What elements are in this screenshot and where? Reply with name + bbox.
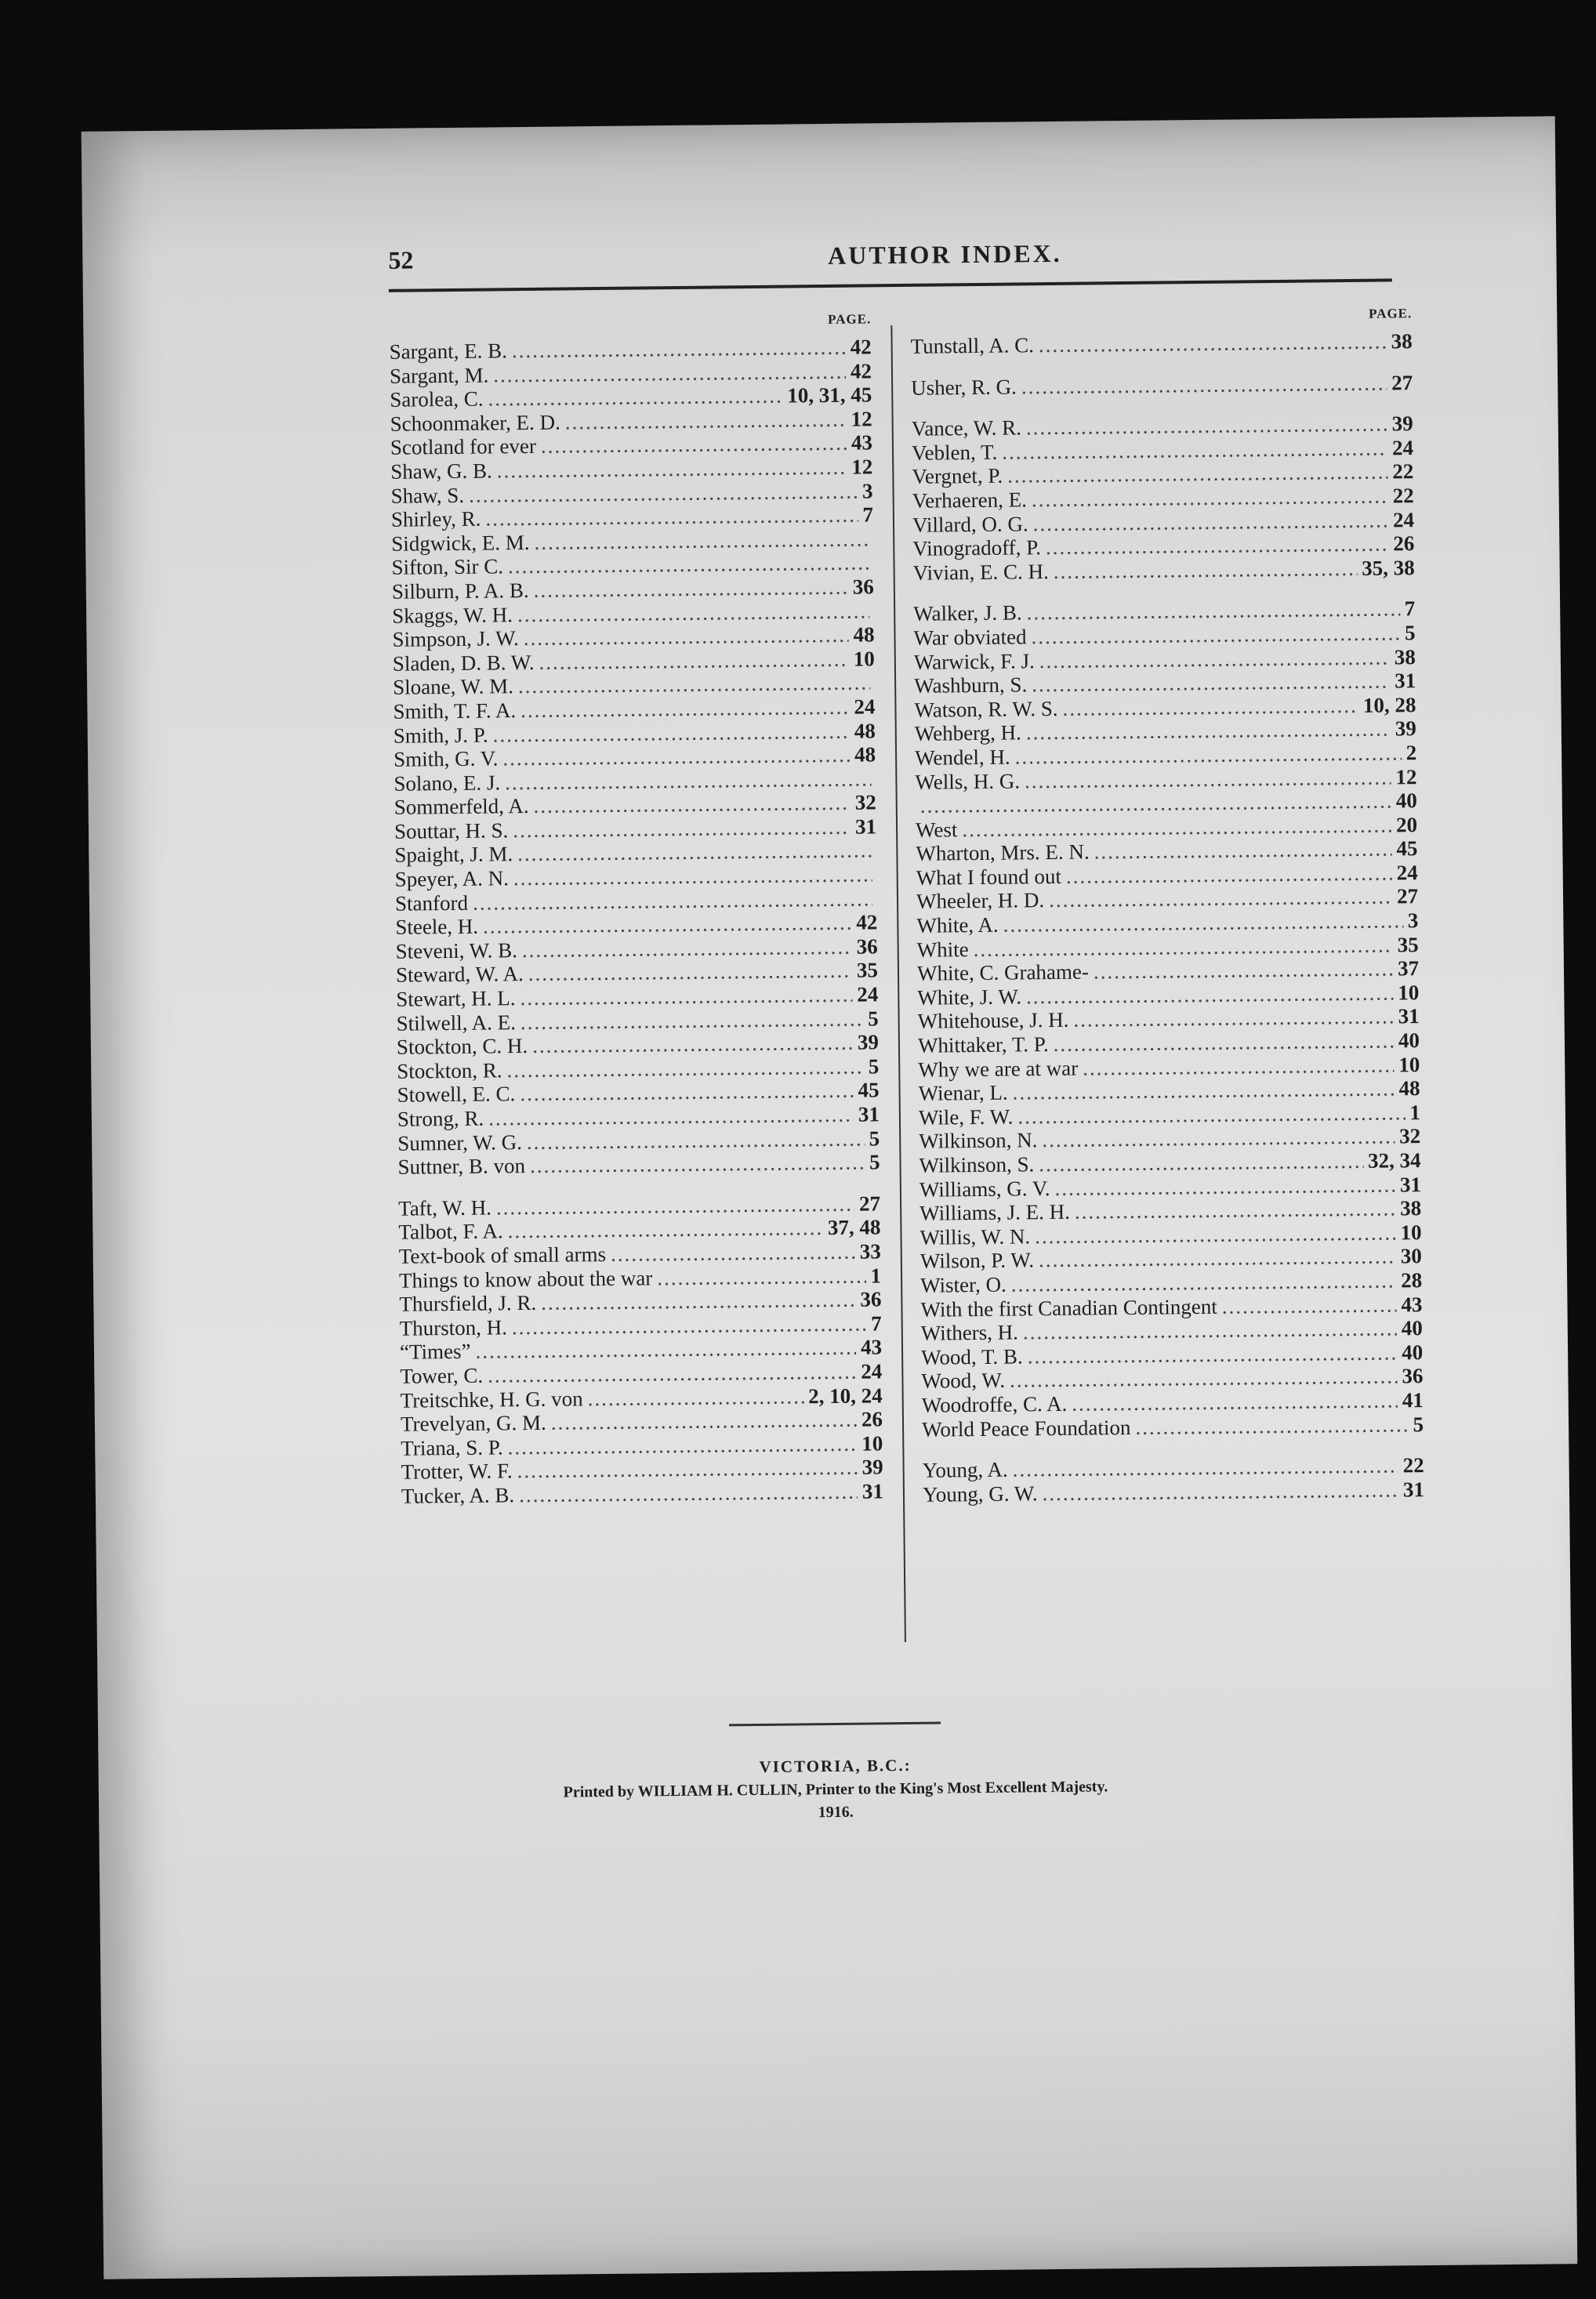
leader-dots	[1031, 621, 1400, 649]
leader-dots	[528, 959, 853, 986]
leader-dots	[611, 1240, 855, 1267]
entry-name: Suttner, B. von	[397, 1154, 526, 1179]
entry-name: Shaw, G. B.	[390, 459, 492, 484]
leader-dots	[1075, 1197, 1396, 1224]
entry-name: Whittaker, T. P.	[917, 1032, 1049, 1057]
entry-page: 24	[861, 1359, 883, 1383]
entry-name: Stanford	[394, 890, 469, 916]
entry-page: 36	[852, 575, 874, 599]
leader-dots	[1135, 1412, 1409, 1439]
leader-dots	[1007, 460, 1388, 488]
entry-name: Talbot, F. A.	[398, 1219, 503, 1245]
entry-name: Shirley, R.	[390, 506, 481, 531]
entry-name: Tower, C.	[400, 1363, 484, 1388]
entry-page: 32	[1399, 1124, 1421, 1148]
entry-name: White	[916, 937, 969, 962]
entry-name: Steele, H.	[395, 914, 479, 940]
entry-page: 40	[1395, 789, 1417, 813]
leader-dots	[1046, 532, 1389, 560]
entry-page: 10, 31, 45	[787, 383, 872, 408]
entry-name: Trotter, W. F.	[401, 1459, 513, 1485]
entry-page: 5	[869, 1150, 880, 1174]
leader-dots	[539, 647, 849, 674]
entry-name: Wells, H. G.	[915, 768, 1021, 794]
entry-name: Stockton, R.	[397, 1058, 502, 1083]
leader-dots	[507, 1431, 857, 1459]
leader-dots	[1062, 694, 1358, 721]
entry-name: Wister, O.	[920, 1272, 1007, 1297]
entry-page: 22	[1392, 484, 1414, 508]
leader-dots	[1027, 597, 1400, 626]
entry-name: Vergnet, P.	[912, 464, 1003, 489]
entry-name: Solano, E. J.	[394, 771, 501, 796]
entry-page: 35	[1397, 932, 1419, 957]
entry-page: 30	[1400, 1244, 1422, 1268]
entry-page: 2	[1406, 741, 1417, 765]
entry-page: 5	[869, 1126, 880, 1151]
entry-page: 45	[1396, 836, 1418, 861]
entry-name: Skaggs, W. H.	[392, 602, 513, 628]
entry-page: 38	[1400, 1196, 1422, 1220]
leader-dots	[1012, 1077, 1394, 1105]
entry-name: Souttar, H. S.	[394, 818, 509, 843]
entry-name: Wilson, P. W.	[920, 1248, 1035, 1274]
entry-page: 27	[1391, 370, 1413, 395]
entry-page: 43	[860, 1335, 883, 1359]
entry-name: Sladen, D. B. W.	[392, 650, 535, 676]
leader-dots	[541, 431, 847, 459]
leader-dots	[521, 695, 850, 723]
entry-name: White, C. Grahame-	[916, 959, 1090, 986]
entry-name: Text-book of small arms	[398, 1242, 607, 1268]
entry-page: 32, 34	[1367, 1148, 1421, 1173]
entry-page: 42	[850, 335, 872, 359]
leader-dots	[520, 983, 852, 1010]
entry-name: Williams, G. V.	[919, 1176, 1050, 1202]
entry-name: Scotland for ever	[390, 434, 537, 460]
entry-page: 48	[853, 622, 875, 647]
entry-page: 5	[1404, 621, 1416, 645]
entry-page: 31	[1402, 1477, 1425, 1502]
leader-dots	[533, 791, 851, 818]
index-entry	[397, 1151, 880, 1180]
leader-dots	[508, 551, 869, 578]
entry-name: Sargant, M.	[389, 363, 489, 388]
entry-page: 10	[853, 647, 875, 671]
leader-dots	[1021, 371, 1387, 398]
leader-dots	[507, 1216, 823, 1243]
leader-dots	[1222, 1293, 1397, 1318]
entry-name: What I found out	[916, 864, 1062, 890]
leader-dots	[513, 862, 872, 890]
entry-page: 39	[857, 1030, 880, 1054]
entry-page: 12	[851, 407, 872, 431]
entry-page: 48	[854, 742, 876, 767]
leader-dots	[1094, 957, 1393, 985]
entry-page: 31	[858, 1102, 880, 1126]
entry-name: Shaw, S.	[390, 483, 465, 508]
leader-dots	[534, 527, 869, 554]
entry-name: Wharton, Mrs. E. N.	[916, 839, 1090, 866]
leader-dots	[517, 1456, 858, 1483]
leader-dots	[1025, 765, 1391, 792]
entry-name: Verhaeren, E.	[912, 488, 1028, 513]
entry-page: 2, 10, 24	[807, 1383, 883, 1408]
entry-name: Sarolea, C.	[390, 386, 484, 412]
entry-name: Wood, T. B.	[920, 1344, 1023, 1369]
page-number: 52	[388, 245, 414, 274]
entry-name: Stowell, E. C.	[397, 1082, 516, 1108]
leader-dots	[517, 599, 870, 626]
imprint-year: 1916.	[818, 1803, 854, 1822]
entry-name: White, J. W.	[917, 985, 1022, 1010]
entry-name: Speyer, A. N.	[394, 866, 510, 891]
entry-page: 27	[858, 1191, 881, 1216]
column-divider	[890, 325, 906, 1642]
entry-page: 10	[861, 1431, 883, 1456]
leader-dots	[492, 719, 849, 746]
leader-dots	[1026, 717, 1391, 745]
entry-name: Stilwell, A. E.	[396, 1010, 517, 1035]
imprint-footer	[98, 1715, 1572, 1829]
leader-dots	[505, 767, 872, 794]
leader-dots	[657, 1264, 866, 1289]
leader-dots	[1026, 412, 1387, 440]
entry-name: West	[915, 817, 958, 842]
entry-name: Wilkinson, S.	[919, 1152, 1035, 1177]
leader-dots	[518, 671, 871, 698]
entry-name: Woodroffe, C. A.	[921, 1391, 1068, 1417]
index-column-left	[389, 311, 883, 1508]
leader-dots	[488, 1103, 854, 1130]
leader-dots	[1032, 669, 1390, 697]
entry-name: Triana, S. P.	[401, 1435, 503, 1460]
entry-page: 39	[861, 1455, 883, 1479]
leader-dots	[497, 455, 847, 483]
entry-name: Wienar, L.	[918, 1080, 1008, 1106]
leader-dots	[1039, 1149, 1363, 1177]
index-entry	[912, 556, 1414, 585]
entry-name: World Peace Foundation	[921, 1415, 1131, 1441]
entry-name: Usher, R. G.	[911, 375, 1017, 400]
entry-page: 31	[861, 1479, 884, 1503]
entry-name: Schoonmaker, E. D.	[390, 410, 560, 436]
entry-name: Thurston, H.	[399, 1315, 508, 1340]
entry-page: 10	[1398, 1052, 1420, 1077]
leader-dots	[512, 335, 846, 363]
entry-page: 26	[861, 1407, 883, 1431]
leader-dots	[519, 1480, 858, 1507]
entry-name: Vance, W. R.	[911, 415, 1022, 441]
entry-page: 20	[1395, 812, 1418, 837]
entry-page: 40	[1398, 1028, 1420, 1053]
entry-page: 10, 28	[1362, 692, 1416, 717]
entry-name: Sidgwick, E. M.	[391, 530, 530, 556]
leader-dots	[1054, 557, 1358, 584]
leader-dots	[588, 1384, 804, 1410]
entry-page: 36	[1402, 1364, 1424, 1388]
leader-dots	[512, 1311, 867, 1339]
entry-page: 7	[871, 1311, 882, 1336]
leader-dots	[1094, 837, 1391, 865]
entry-page: 31	[1394, 669, 1416, 693]
entry-name: War obviated	[913, 625, 1027, 650]
entry-name: Wile, F. W.	[918, 1104, 1014, 1130]
index-column-right	[910, 306, 1424, 1507]
leader-dots	[1083, 1053, 1394, 1080]
leader-dots	[1049, 885, 1392, 912]
entry-name: Withers, H.	[920, 1320, 1019, 1345]
leader-dots	[475, 1336, 856, 1364]
leader-dots	[527, 1126, 865, 1154]
entry-name: Willis, W. N.	[920, 1224, 1031, 1249]
entry-name: Strong, R.	[397, 1106, 484, 1131]
entry-page: 48	[1398, 1076, 1420, 1101]
entry-page: 22	[1392, 459, 1414, 484]
entry-name: Warwick, F. J.	[913, 648, 1035, 674]
entry-name: Taft, W. H.	[397, 1195, 492, 1220]
entry-page: 39	[1395, 716, 1416, 741]
entry-page: 22	[1402, 1453, 1424, 1478]
leader-dots	[1072, 1388, 1398, 1416]
entry-page: 3	[861, 478, 873, 503]
leader-dots	[1026, 981, 1394, 1008]
entry-name: White, A.	[916, 912, 999, 937]
leader-dots	[496, 1191, 854, 1219]
entry-name: Treitschke, H. G. von	[400, 1386, 583, 1412]
entry-name: Sumner, W. G.	[397, 1130, 523, 1155]
leader-dots	[1028, 1340, 1398, 1369]
entry-page: 7	[862, 502, 874, 527]
entry-name: Sloane, W. M.	[392, 674, 514, 700]
entry-page: 37	[1397, 956, 1420, 981]
index-entry	[923, 1478, 1424, 1507]
leader-dots	[534, 575, 848, 603]
entry-name: Wilkinson, N.	[919, 1128, 1038, 1154]
leader-dots	[488, 384, 782, 412]
leader-dots	[1032, 508, 1388, 535]
entry-page: 40	[1401, 1316, 1423, 1340]
entry-name: Wendel, H.	[914, 745, 1010, 770]
entry-name: Stockton, C. H.	[396, 1034, 528, 1059]
entry-list-right	[910, 329, 1424, 1507]
leader-dots	[551, 1408, 858, 1435]
entry-name: Wheeler, H. D.	[916, 888, 1045, 914]
entry-page: 10	[1398, 980, 1420, 1005]
entry-page: 36	[856, 934, 878, 959]
entry-page: 40	[1401, 1340, 1424, 1365]
entry-name: “Times”	[399, 1340, 471, 1365]
entry-page: 37, 48	[827, 1215, 881, 1240]
entry-name: Stewart, H. L.	[396, 986, 516, 1011]
entry-name: Sifton, Sir C.	[391, 554, 504, 580]
entry-page: 43	[1401, 1292, 1423, 1316]
imprint-printer: Printed by WILLIAM H. CULLIN, Printer to the King's Most Excellent Majesty.	[563, 1778, 1108, 1801]
running-title: AUTHOR INDEX.	[827, 238, 1062, 270]
entry-page: 24	[854, 694, 876, 719]
entry-name: Veblen, T.	[911, 440, 998, 465]
entry-page: 31	[854, 814, 877, 839]
entry-page: 24	[1392, 507, 1415, 531]
entry-page: 7	[1404, 597, 1416, 621]
column-heading-right: PAGE.	[1368, 306, 1413, 321]
entry-page: 12	[851, 455, 873, 479]
entry-page: 41	[1402, 1388, 1424, 1412]
leader-dots	[1035, 1220, 1396, 1248]
leader-dots	[1073, 1005, 1394, 1032]
leader-dots	[483, 911, 852, 939]
entry-page: 36	[860, 1287, 882, 1311]
entry-page: 1	[1409, 1100, 1421, 1125]
leader-dots	[532, 1031, 853, 1058]
leader-dots	[565, 408, 847, 434]
entry-page: 39	[1391, 412, 1413, 436]
entry-name: Washburn, S.	[914, 673, 1028, 698]
entry-page: 45	[858, 1078, 880, 1103]
entry-name: Watson, R. W. S.	[914, 696, 1058, 722]
leader-dots	[506, 1054, 864, 1082]
leader-dots	[493, 359, 846, 386]
entry-name: Smith, G. V.	[393, 746, 499, 771]
entry-name: Trevelyan, G. M.	[400, 1410, 546, 1436]
leader-dots	[541, 1288, 856, 1315]
imprint-place: VICTORIA, B.C.:	[759, 1755, 912, 1776]
entry-name: Steward, W. A.	[395, 962, 524, 988]
entry-page: 48	[854, 718, 876, 743]
entry-name: Walker, J. B.	[913, 600, 1022, 626]
entry-name: Tunstall, A. C.	[910, 333, 1035, 358]
entry-name: Vivian, E. C. H.	[912, 559, 1049, 585]
leader-dots	[1054, 1173, 1395, 1200]
leader-dots	[520, 1079, 854, 1106]
entry-name: Sargant, E. B.	[389, 339, 508, 364]
entry-page: 43	[851, 430, 873, 455]
leader-dots	[521, 1006, 864, 1034]
entry-page: 31	[1399, 1172, 1422, 1196]
entry-page: 1	[870, 1263, 882, 1288]
leader-dots	[1066, 861, 1392, 888]
entry-page: 42	[856, 910, 878, 934]
leader-dots	[1042, 1125, 1395, 1152]
leader-dots	[488, 1360, 857, 1388]
index-entry	[922, 1412, 1424, 1441]
header-rule	[389, 278, 1392, 292]
entry-name: Simpson, J. W.	[392, 626, 519, 651]
leader-dots	[1039, 329, 1387, 357]
footer-rule	[729, 1722, 941, 1727]
entry-page: 38	[1391, 329, 1413, 354]
leader-dots	[1039, 645, 1390, 673]
entry-page: 27	[1396, 884, 1419, 908]
entry-page: 35	[856, 958, 879, 983]
entry-page: 33	[859, 1239, 881, 1264]
leader-dots	[1023, 1317, 1397, 1345]
leader-dots	[513, 815, 851, 843]
entry-name: Silburn, P. A. B.	[391, 578, 529, 604]
entry-name: Whitehouse, J. H.	[917, 1008, 1069, 1034]
entry-page: 10	[1400, 1220, 1422, 1245]
entry-name: Young, A.	[922, 1457, 1008, 1482]
entry-name: Smith, T. F. A.	[393, 698, 517, 723]
entry-page: 35, 38	[1361, 555, 1415, 580]
entry-page: 24	[1396, 860, 1418, 885]
entry-name: Young, G. W.	[922, 1481, 1038, 1507]
entry-page: 3	[1407, 908, 1419, 933]
entry-name: Spaight, J. M.	[394, 842, 513, 868]
entry-page: 26	[1393, 531, 1415, 556]
leader-dots	[1053, 1028, 1394, 1056]
entry-page: 38	[1394, 644, 1416, 669]
entry-page: 42	[850, 358, 872, 383]
entry-name: Sommerfeld, A.	[394, 794, 529, 820]
entry-page: 12	[1395, 764, 1417, 789]
entry-page: 5	[1413, 1412, 1424, 1436]
entry-list-left	[390, 335, 884, 1508]
entry-name: Steveni, W. B.	[395, 937, 518, 963]
scanned-page	[82, 116, 1578, 2279]
entry-page: 5	[867, 1006, 879, 1031]
entry-name: Villard, O. G.	[912, 511, 1028, 537]
leader-dots	[502, 743, 850, 771]
entry-name: Smith, J. P.	[393, 723, 488, 748]
column-heading-left: PAGE.	[827, 311, 872, 327]
leader-dots	[517, 839, 872, 866]
index-entry	[911, 371, 1413, 400]
entry-name: Wehberg, H.	[914, 720, 1022, 746]
entry-page: 24	[1391, 435, 1414, 460]
entry-page: 5	[868, 1054, 880, 1079]
page-header	[388, 234, 1501, 274]
entry-name: Vinogradoff, P.	[912, 535, 1042, 560]
leader-dots	[1039, 1245, 1396, 1272]
entry-page: 31	[1398, 1004, 1420, 1028]
entry-page: 32	[854, 790, 876, 814]
entry-page: 24	[857, 982, 879, 1006]
index-entry	[910, 329, 1412, 358]
entry-name: Tucker, A. B.	[401, 1483, 515, 1508]
leader-dots	[530, 1151, 865, 1178]
entry-name: Why we are at war	[918, 1056, 1079, 1082]
leader-dots	[1042, 1478, 1398, 1505]
index-entry	[401, 1479, 883, 1508]
entry-name: Williams, J. E. H.	[920, 1199, 1071, 1225]
entry-page: 28	[1400, 1268, 1423, 1293]
entry-name: With the first Canadian Contingent	[920, 1294, 1217, 1322]
entry-name: Thursfield, J. R.	[399, 1291, 537, 1316]
leader-dots	[524, 623, 849, 651]
leader-dots	[485, 503, 858, 531]
leader-dots	[522, 935, 852, 963]
entry-name: Wood, W.	[921, 1369, 1006, 1394]
leader-dots	[1032, 484, 1388, 511]
entry-name: Things to know about the war	[398, 1265, 653, 1293]
